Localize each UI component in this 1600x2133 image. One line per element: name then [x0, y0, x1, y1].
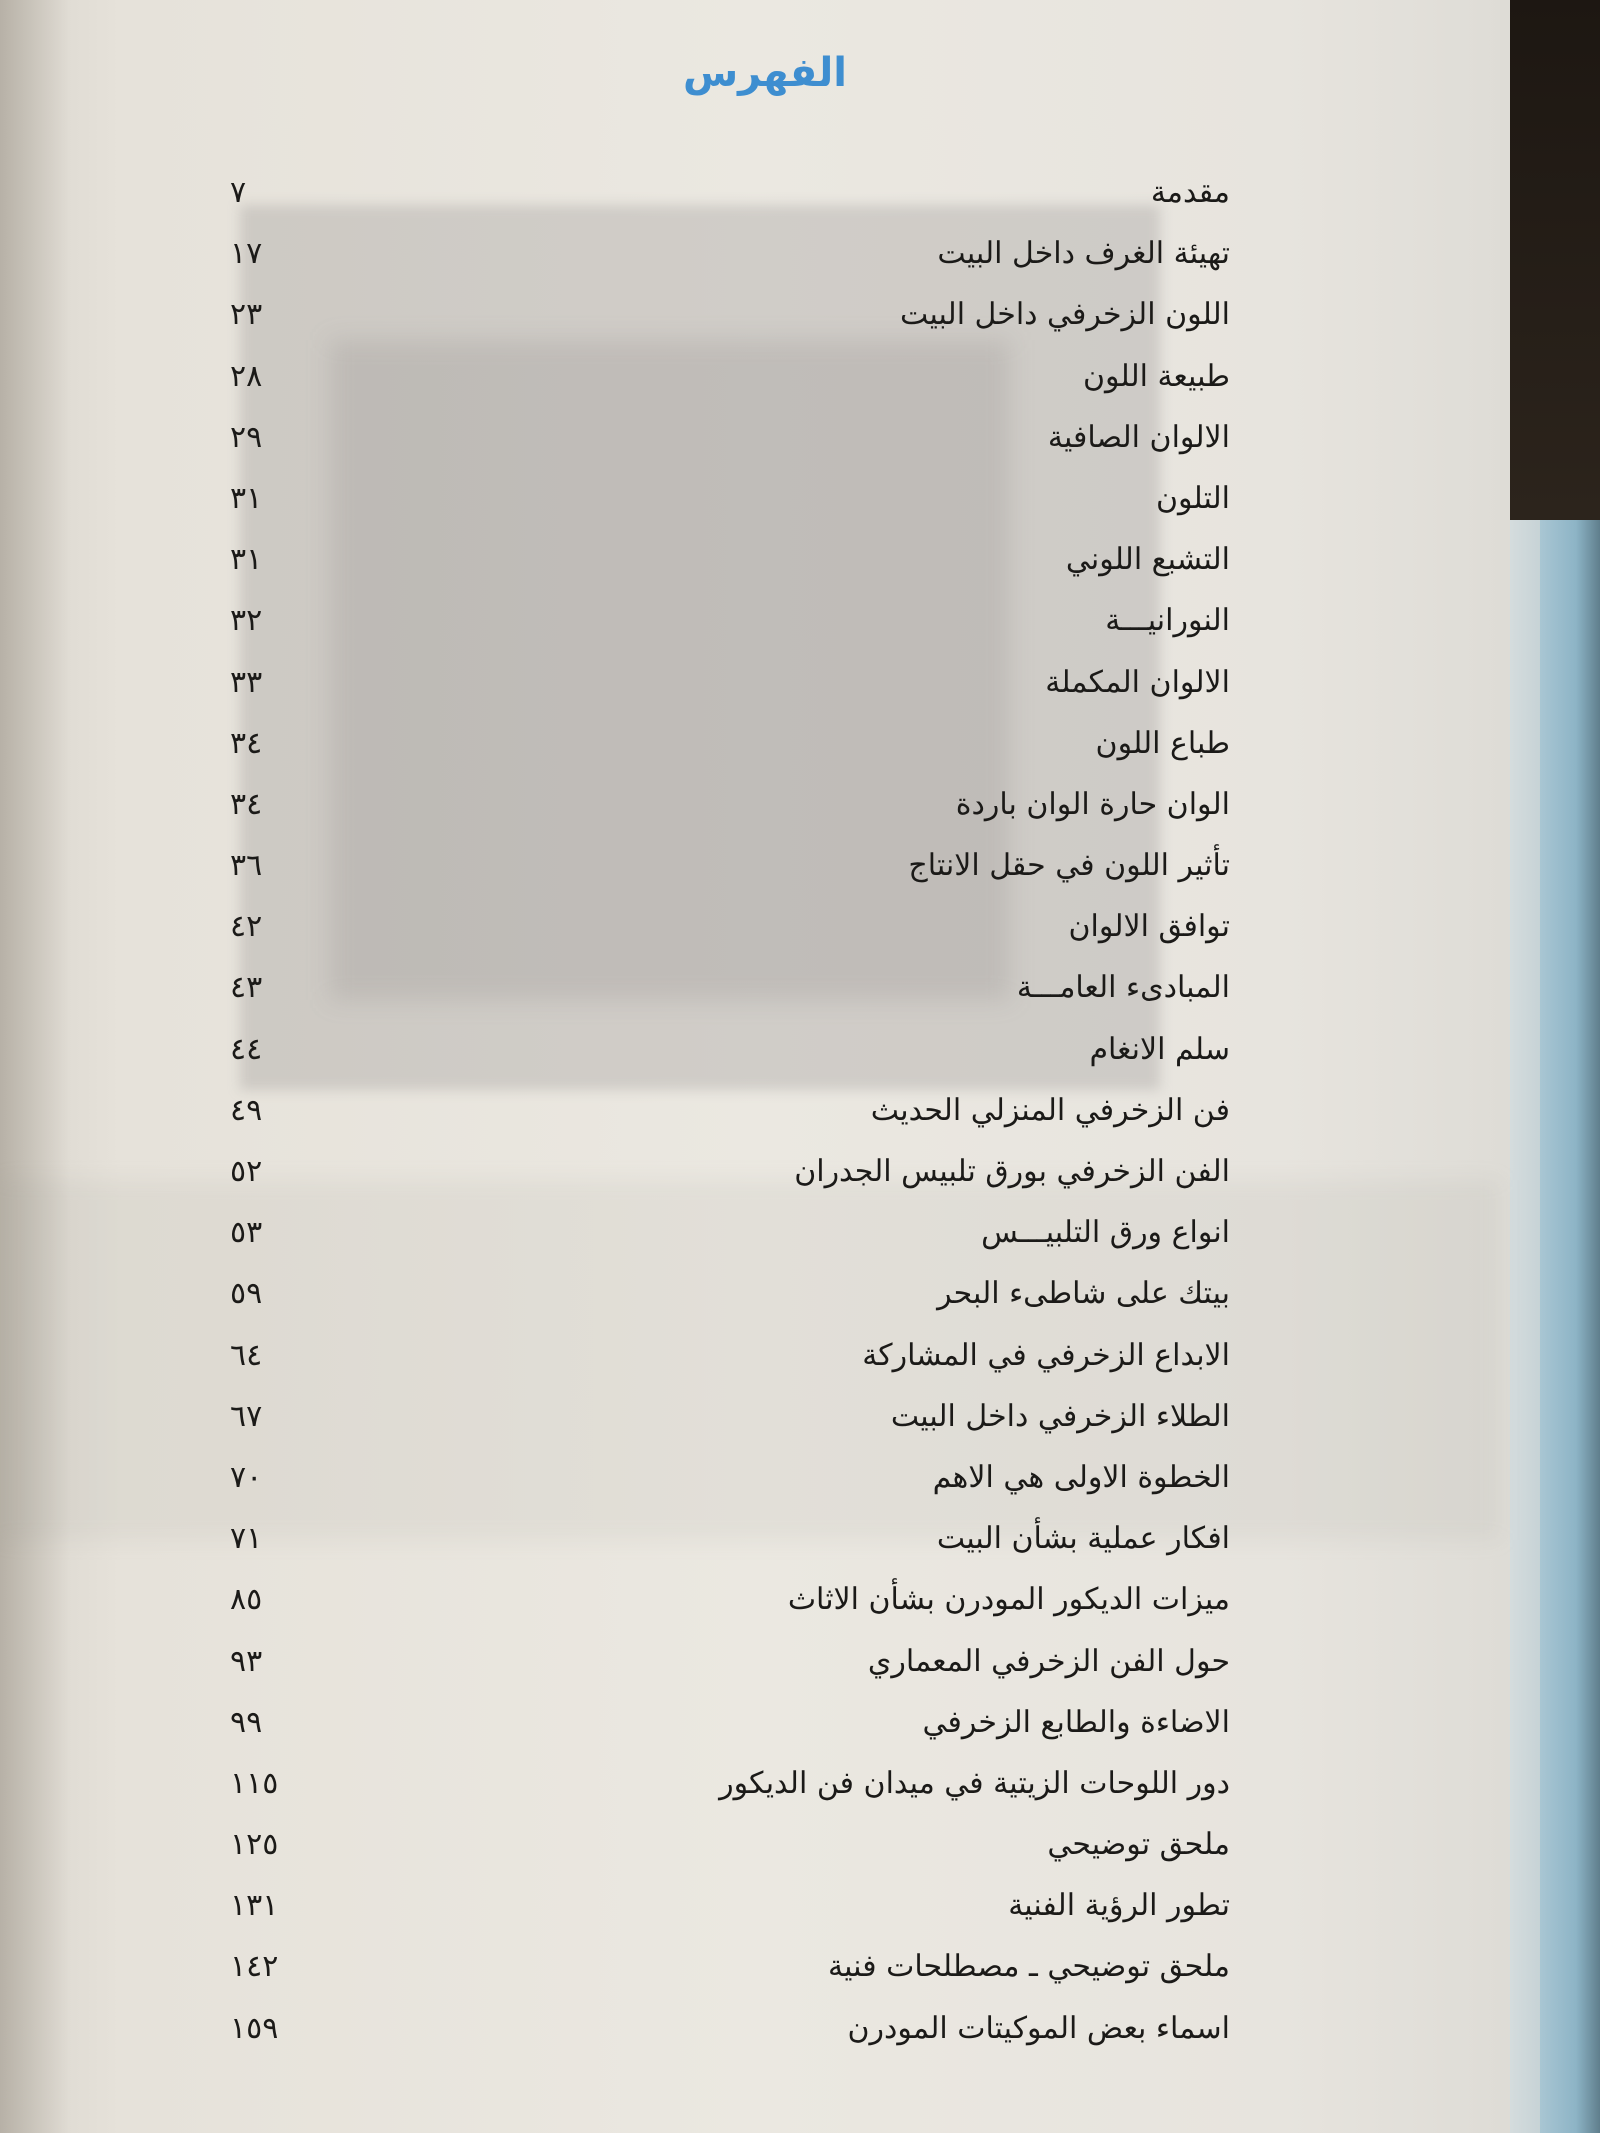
- toc-entry: [230, 658, 1230, 719]
- toc-entry: [230, 535, 1230, 596]
- toc-entry: [230, 780, 1230, 841]
- toc-entry: [230, 1147, 1230, 1208]
- toc-entry-page-number: ٣٤: [230, 786, 263, 822]
- toc-entry-title: الالوان المكملة: [1045, 664, 1230, 700]
- toc-entry-page-number: ٥٢: [230, 1154, 263, 1189]
- toc-entry: [230, 596, 1230, 657]
- toc-entry: [230, 1208, 1230, 1269]
- toc-entry-page-number: ٣٢: [230, 603, 263, 639]
- toc-entry-title: النورانيـــة: [1105, 603, 1230, 639]
- toc-entry-title: انواع ورق التلبيـــس: [981, 1215, 1230, 1251]
- toc-entry: [230, 474, 1230, 535]
- toc-entry: [230, 1514, 1230, 1575]
- toc-entry: [230, 2004, 1230, 2065]
- toc-entry: [230, 168, 1230, 229]
- toc-entry-page-number: ٩٩: [230, 1704, 263, 1740]
- toc-entry: [230, 1269, 1230, 1330]
- toc-entry: [230, 229, 1230, 290]
- toc-entry-page-number: ٨٥: [230, 1582, 263, 1618]
- toc-entry: [230, 1086, 1230, 1147]
- toc-entry-title: التشبع اللوني: [1065, 542, 1230, 578]
- toc-entry: [230, 719, 1230, 780]
- toc-entry-page-number: ٧٠: [230, 1459, 263, 1495]
- toc-entry-title: فن الزخرفي المنزلي الحديث: [870, 1092, 1230, 1128]
- toc-entry: [230, 1759, 1230, 1820]
- toc-entry-page-number: ٣١: [230, 480, 263, 516]
- toc-entry: [230, 1820, 1230, 1881]
- page-title: الفهرس: [682, 50, 847, 96]
- toc-entry-title: ميزات الديكور المودرن بشأن الاثاث: [787, 1582, 1230, 1618]
- toc-entry-title: اسماء بعض الموكيتات المودرن: [847, 2010, 1230, 2046]
- toc-entry: [230, 1575, 1230, 1636]
- toc-entry-page-number: ١٣١: [230, 1888, 279, 1924]
- toc-entry-title: التلون: [1156, 480, 1230, 516]
- toc-entry-title: ملحق توضيحي: [1047, 1827, 1230, 1863]
- toc-entry: [230, 841, 1230, 902]
- toc-entry-title: تأثير اللون في حقل الانتاج: [908, 848, 1230, 884]
- toc-entry-title: ملحق توضيحي ـ مصطلحات فنية: [828, 1949, 1230, 1985]
- toc-entry-page-number: ٦٧: [230, 1398, 263, 1434]
- toc-entry-title: حول الفن الزخرفي المعماري: [867, 1643, 1230, 1679]
- toc-entry-title: طباع اللون: [1095, 725, 1230, 761]
- toc-entry: [230, 902, 1230, 963]
- toc-entry-title: الاضاءة والطابع الزخرفي: [922, 1704, 1230, 1740]
- toc-entry-page-number: ٢٨: [230, 358, 263, 394]
- toc-entry-title: افكار عملية بشأن البيت: [936, 1521, 1230, 1557]
- toc-entry: [230, 352, 1230, 413]
- toc-entry-page-number: ٢٣: [230, 297, 263, 333]
- toc-entry-title: اللون الزخرفي داخل البيت: [899, 297, 1230, 333]
- toc-entry: [230, 1025, 1230, 1086]
- toc-entry-page-number: ٩٣: [230, 1643, 263, 1679]
- toc-entry-title: الفن الزخرفي بورق تلبيس الجدران: [794, 1154, 1230, 1189]
- toc-entry-page-number: ٤٣: [230, 970, 263, 1006]
- toc-entry-title: دور اللوحات الزيتية في ميدان فن الديكور: [719, 1765, 1230, 1801]
- toc-entry-title: توافق الالوان: [1068, 909, 1230, 945]
- toc-entry-page-number: ٣٣: [230, 664, 263, 700]
- toc-entry-page-number: ١٤٢: [230, 1949, 279, 1985]
- toc-entry-page-number: ٧: [230, 175, 247, 210]
- toc-entry-title: الابداع الزخرفي في المشاركة: [862, 1337, 1230, 1373]
- toc-entry-title: طبيعة اللون: [1082, 358, 1230, 394]
- background-shadow: [1510, 0, 1600, 520]
- toc-entry: [230, 1942, 1230, 2003]
- toc-entry: [230, 1392, 1230, 1453]
- book-cover-blue: [1540, 520, 1600, 2133]
- toc-entry: [230, 1881, 1230, 1942]
- toc-entry-title: المبادىء العامـــة: [1016, 970, 1230, 1006]
- toc-entry-title: سلم الانغام: [1089, 1031, 1230, 1067]
- toc-entry-page-number: ١٢٥: [230, 1827, 279, 1863]
- toc-entry-title: مقدمة: [1150, 175, 1230, 210]
- toc-entry-page-number: ٧١: [230, 1521, 263, 1557]
- toc-entry-title: الالوان الصافية: [1047, 419, 1230, 455]
- toc-entry-page-number: ١١٥: [230, 1765, 279, 1801]
- toc-entry-page-number: ٦٤: [230, 1337, 263, 1373]
- toc-entry: [230, 963, 1230, 1024]
- toc-entry-page-number: ٤٢: [230, 909, 263, 945]
- toc-entry-page-number: ١٧: [230, 236, 263, 272]
- toc-entry-page-number: ٢٩: [230, 419, 263, 455]
- toc-entry-title: تهيئة الغرف داخل البيت: [937, 236, 1230, 272]
- toc-entry: [230, 1637, 1230, 1698]
- toc-entry-page-number: ٤٤: [230, 1031, 263, 1067]
- toc-entry-page-number: ٣١: [230, 542, 263, 578]
- toc-entry-page-number: ٣٤: [230, 725, 263, 761]
- toc-entry: [230, 290, 1230, 351]
- toc-entry-page-number: ٥٣: [230, 1215, 263, 1251]
- toc-entry: [230, 1453, 1230, 1514]
- toc-entry-title: الطلاء الزخرفي داخل البيت: [890, 1398, 1230, 1434]
- toc-entry: [230, 413, 1230, 474]
- toc-entry-page-number: ٣٦: [230, 848, 263, 884]
- table-of-contents: [230, 168, 1230, 2065]
- toc-entry-page-number: ١٥٩: [230, 2010, 279, 2046]
- toc-entry: [230, 1698, 1230, 1759]
- toc-entry-title: بيتك على شاطىء البحر: [937, 1276, 1230, 1312]
- toc-entry-title: تطور الرؤية الفنية: [1008, 1888, 1230, 1924]
- toc-entry-page-number: ٤٩: [230, 1092, 263, 1128]
- toc-entry: [230, 1331, 1230, 1392]
- toc-entry-title: الوان حارة الوان باردة: [955, 786, 1230, 822]
- toc-entry-title: الخطوة الاولى هي الاهم: [932, 1459, 1230, 1495]
- toc-entry-page-number: ٥٩: [230, 1276, 263, 1312]
